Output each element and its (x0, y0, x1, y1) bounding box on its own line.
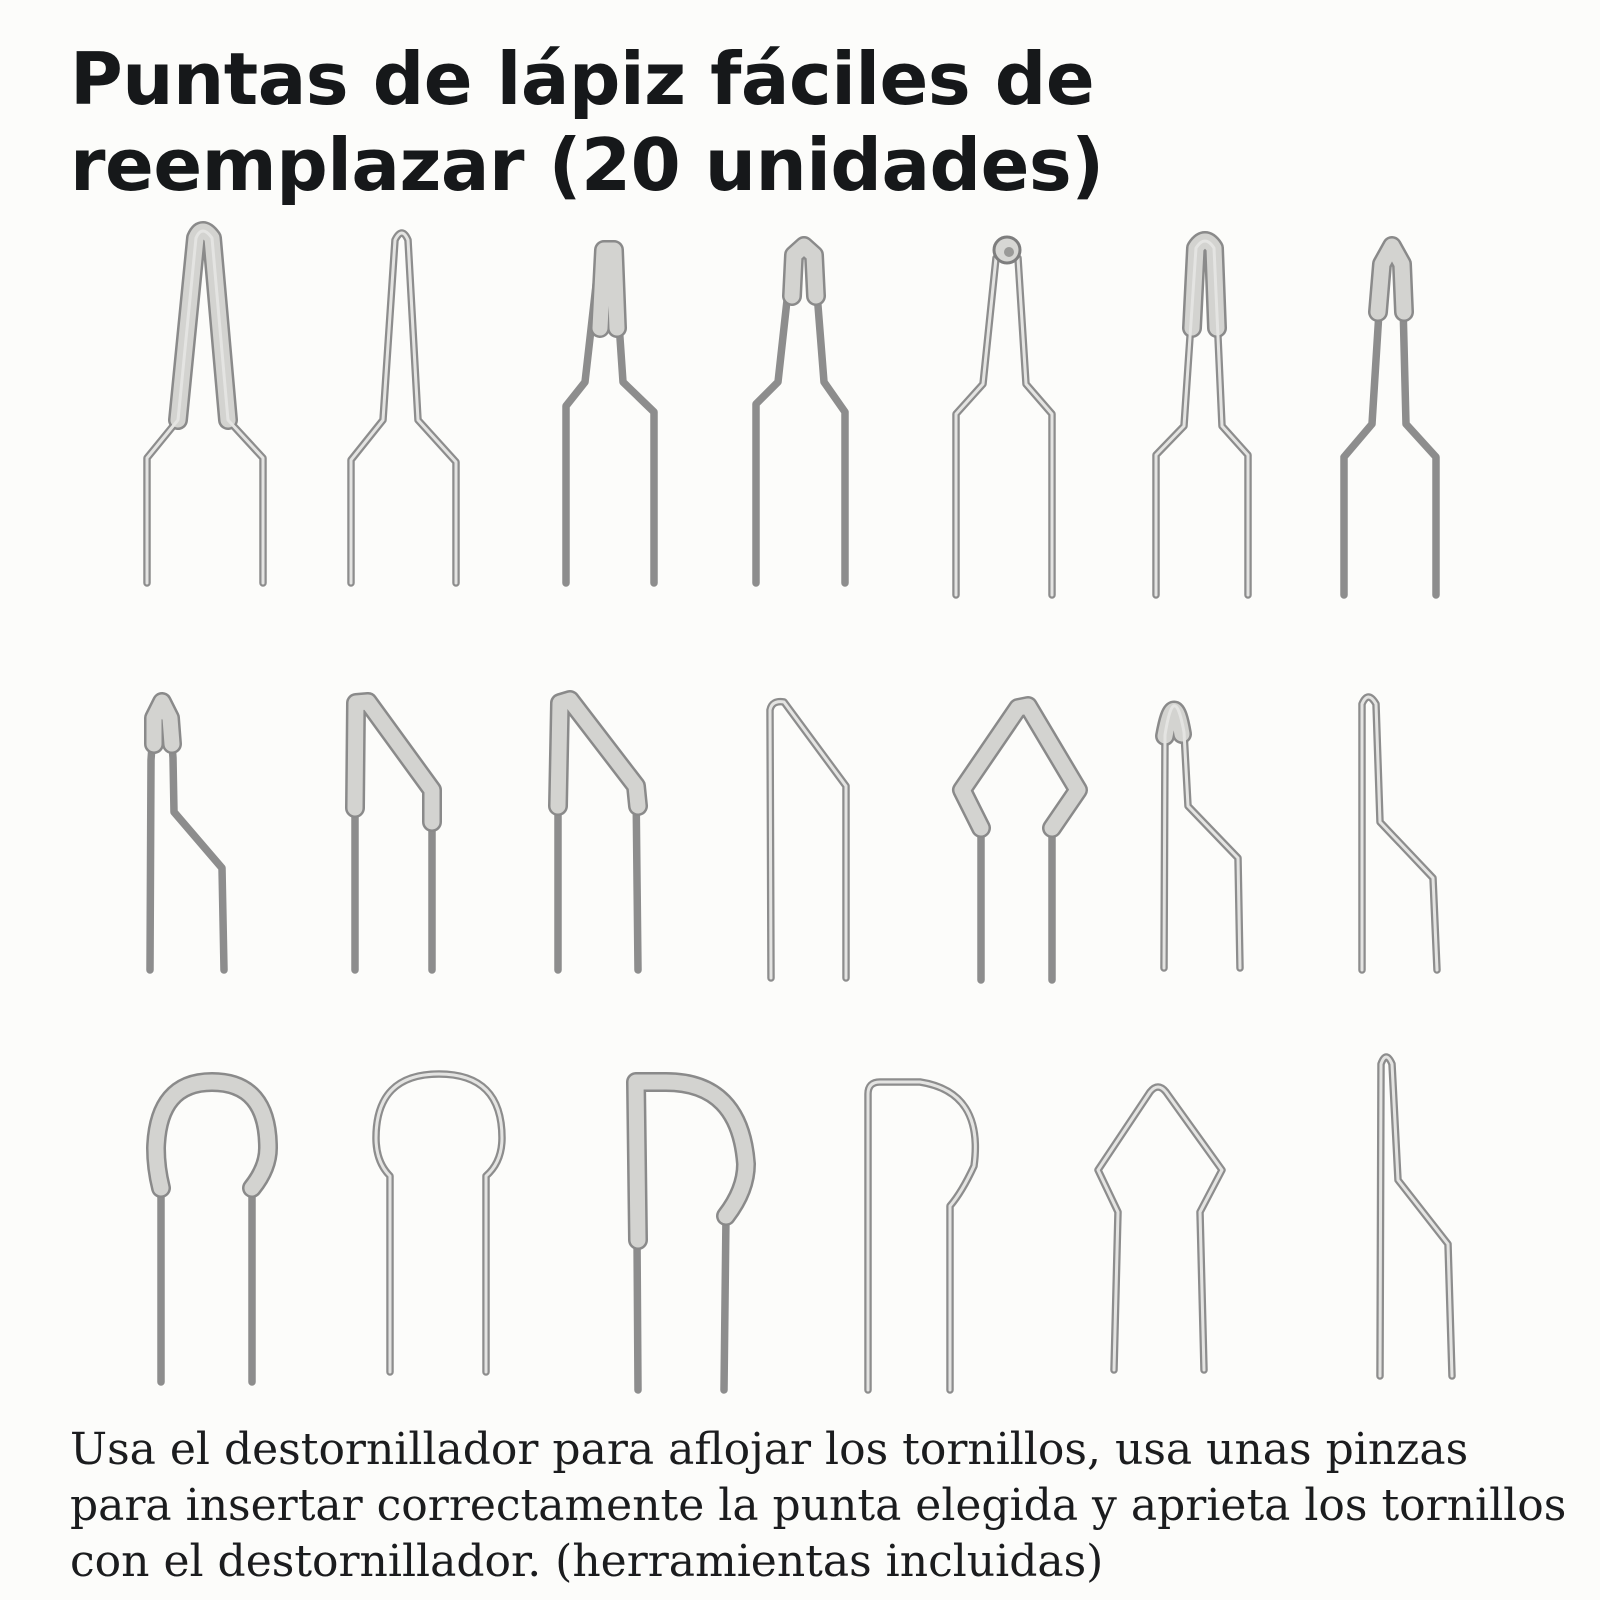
page-title: Puntas de lápiz fáciles de reemplazar (20 unidades) (70, 37, 1104, 207)
tip-chisel-flat (566, 250, 654, 583)
tip-angled-skew (558, 700, 638, 970)
tip-knife-point (756, 246, 845, 583)
tip-d-shape-flat (636, 1082, 746, 1390)
tip-small-knife (150, 702, 224, 970)
tip-narrow-straight (1380, 1057, 1452, 1376)
tip-round-flat-loop (156, 1082, 268, 1382)
tip-spoon-shader (1164, 706, 1240, 968)
tip-ball (956, 237, 1052, 595)
tip-pointed-loop-round (351, 233, 456, 583)
tip-d-shape-wire (868, 1082, 975, 1390)
tip-bent-wire (770, 702, 846, 978)
tip-narrow-hook (1362, 697, 1437, 970)
tip-rounded-flat (1156, 241, 1248, 595)
instructions-caption: Usa el destornillador para aflojar los tornillos, usa unas pinzas para insertar correctamente la punta elegida y aprieta los tornillos con el destornillador. (herramientas incluidas) (70, 1424, 1567, 1587)
tip-round-wire-loop (376, 1074, 502, 1372)
tip-arrow-wire (1098, 1087, 1222, 1370)
tip-angled-shader (355, 702, 432, 970)
tip-pointed-loop-flat (147, 231, 263, 583)
tip-angled-knife (1344, 246, 1436, 595)
tip-diamond-shader (962, 706, 1078, 980)
